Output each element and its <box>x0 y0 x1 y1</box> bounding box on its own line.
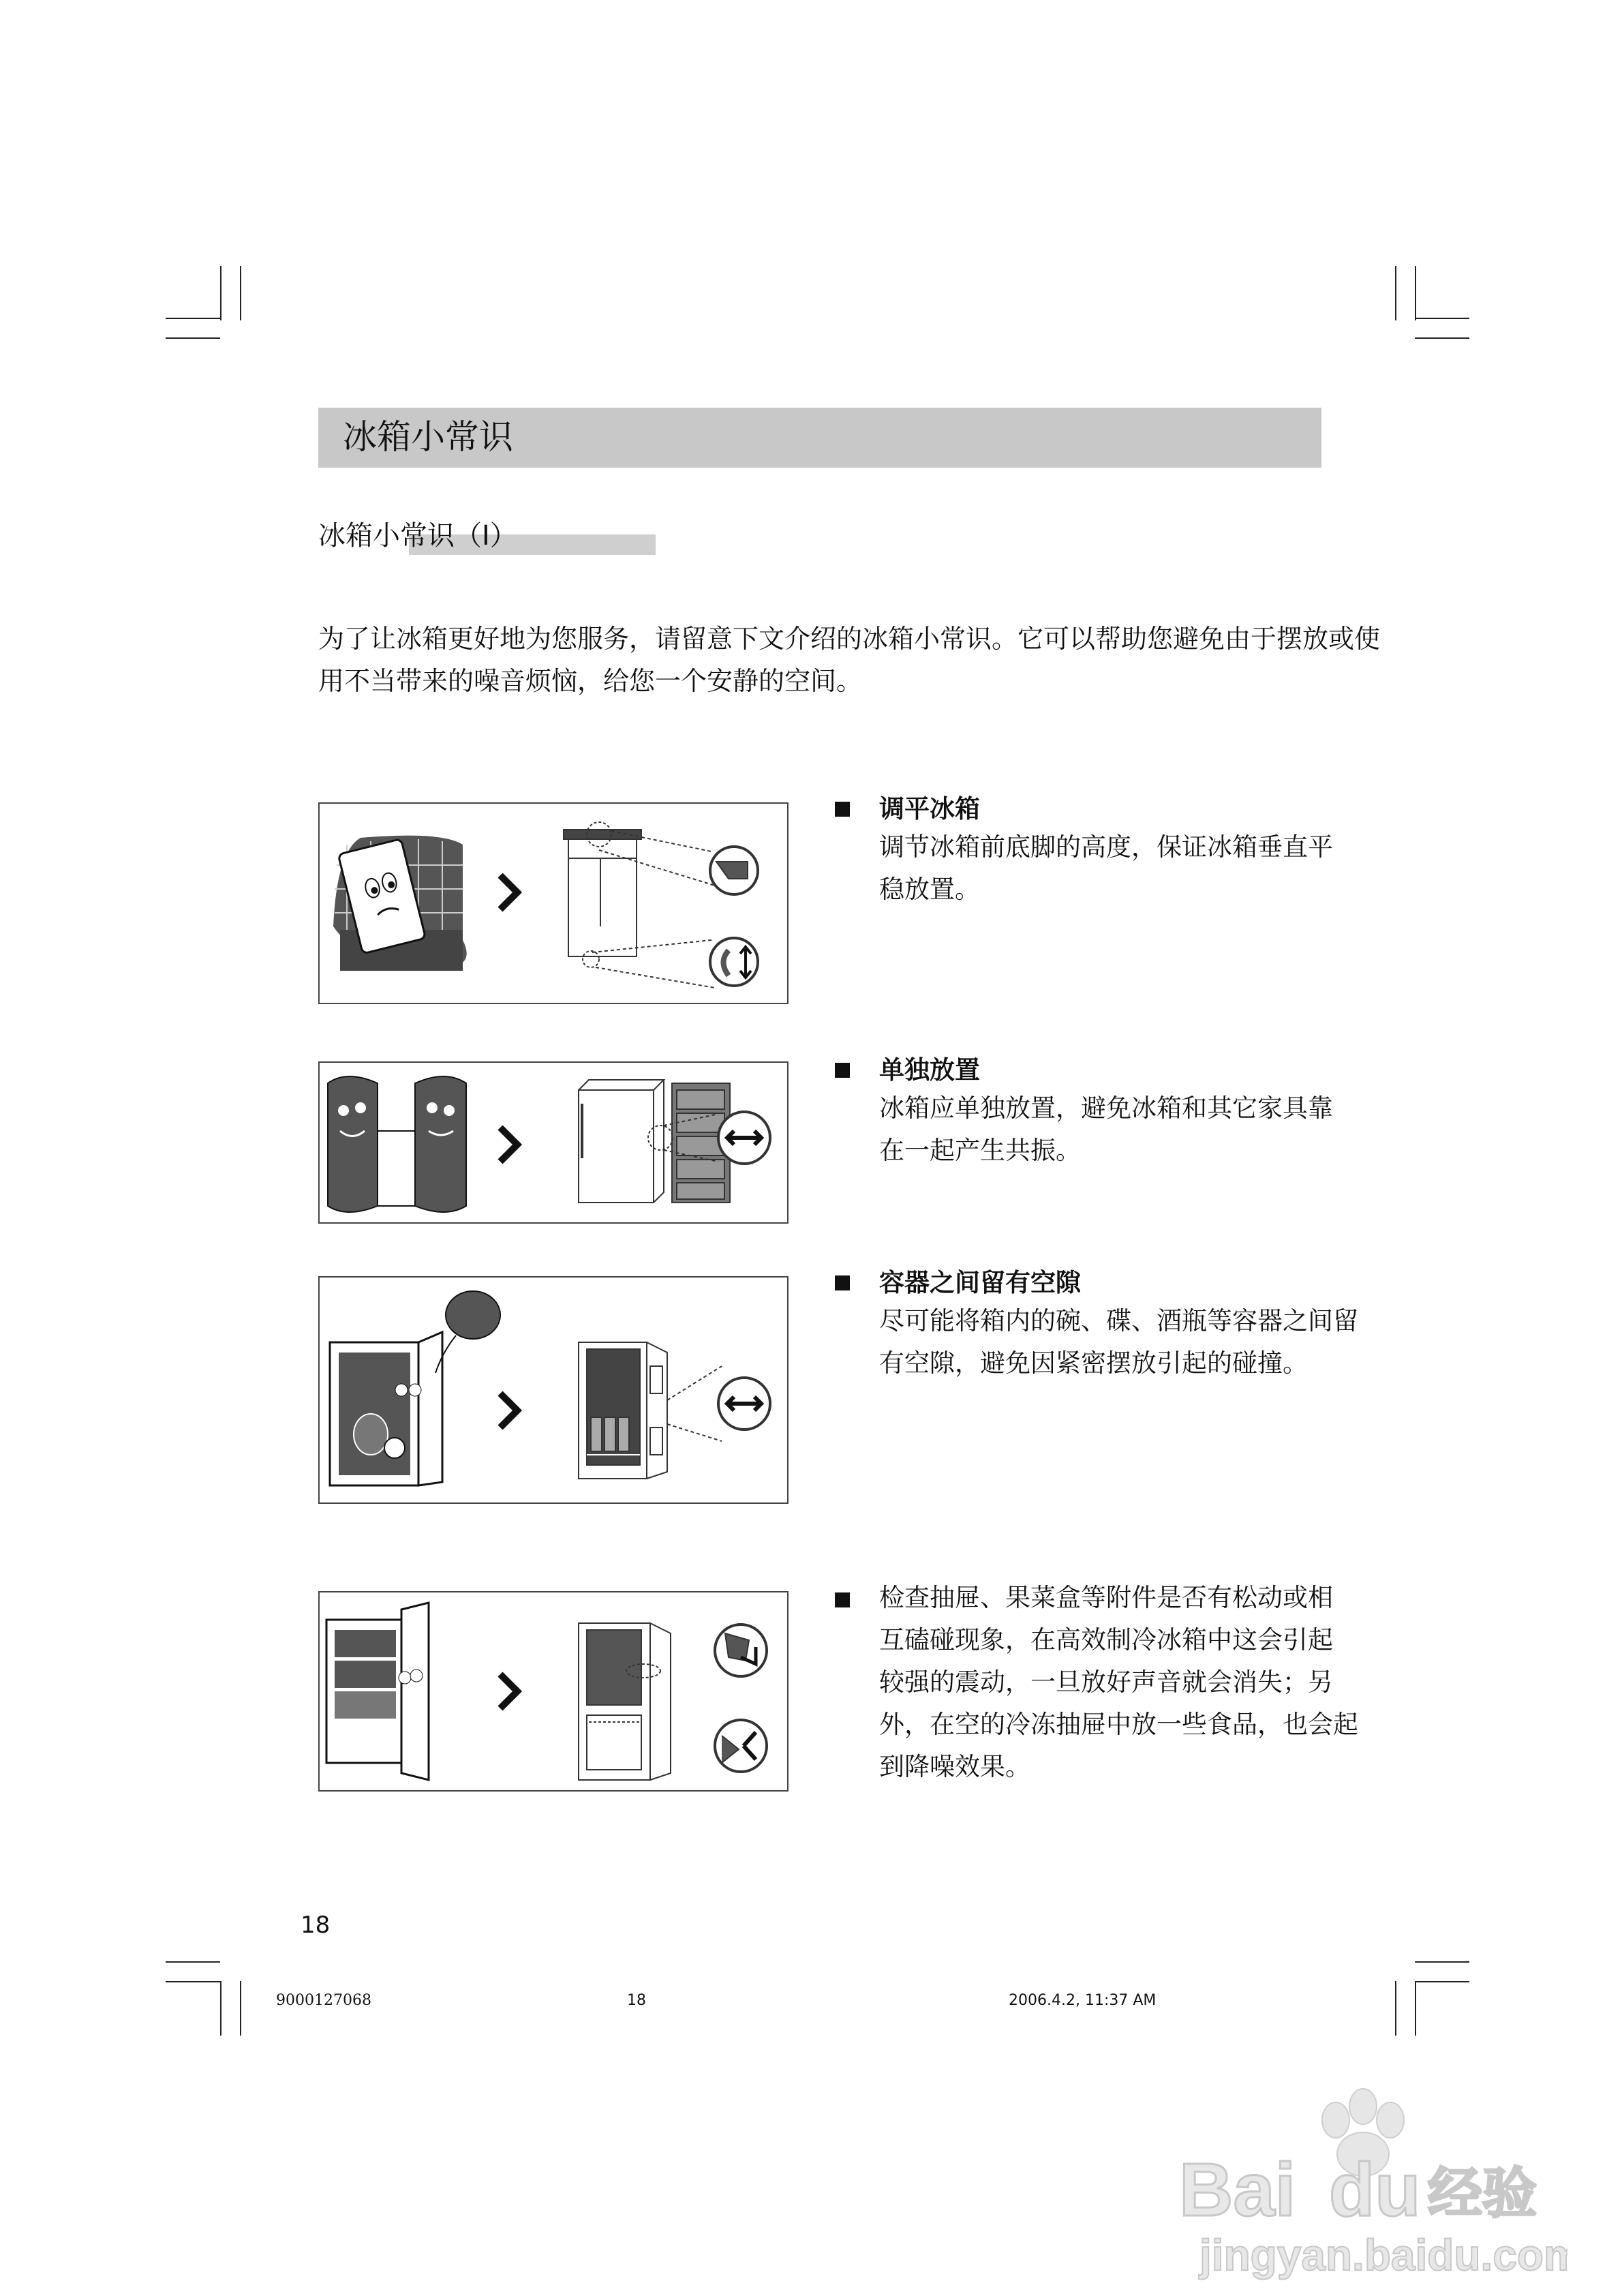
crop-mark <box>166 1981 220 1982</box>
tip-body <box>879 1300 1358 1385</box>
crop-mark <box>1415 266 1416 320</box>
baidu-watermark <box>1159 2079 1567 2284</box>
tip-body-line: 在一起产生共振。 <box>879 1136 1081 1165</box>
cartoon-open-fridge-drawers-icon <box>326 1603 429 1780</box>
crop-mark <box>166 1961 220 1963</box>
figure-container-gap <box>318 1276 789 1504</box>
arrow-icon <box>500 875 517 909</box>
arrow-icon <box>500 1674 517 1708</box>
fridge-leveling-diagram-icon <box>564 822 758 988</box>
tip-item <box>835 1266 1358 1389</box>
cartoon-fridges-apart-icon <box>328 1076 466 1212</box>
tip-body-line: 稳放置。 <box>879 875 980 904</box>
cartoon-open-fridge-balloon-icon <box>330 1291 500 1485</box>
crop-mark <box>1415 318 1469 319</box>
open-fridge-bottles-diagram-icon <box>579 1342 770 1479</box>
tip-body-line: 检查抽屉、果菜盒等附件是否有松动或相 <box>879 1583 1333 1612</box>
watermark-cn: 经验 <box>1428 2162 1537 2225</box>
tip-body <box>879 1087 1349 1172</box>
crop-mark <box>240 1981 241 2036</box>
crop-mark <box>240 266 241 320</box>
tip-title: 容器之间留有空隙 <box>879 1268 1081 1297</box>
tip-body-line: 有空隙，避免因紧密摆放引起的碰撞。 <box>879 1348 1308 1378</box>
tip-body-line: 外，在空的冷冻抽屉中放一些食品，也会起 <box>879 1710 1358 1739</box>
bullet-square-icon <box>835 802 850 817</box>
open-fridge-drawers-diagram-icon <box>579 1623 767 1780</box>
crop-mark <box>166 337 220 339</box>
crop-mark <box>1415 1981 1469 1982</box>
tip-body-line: 冰箱应单独放置，避免冰箱和其它家具靠 <box>879 1093 1333 1123</box>
watermark-url: jingyan.baidu.com <box>1199 2231 1567 2280</box>
tip-title: 单独放置 <box>879 1055 980 1085</box>
intro-line: 为了让冰箱更好地为您服务，请留意下文介绍的冰箱小常识。它可以帮助您避免由于摆放或使 <box>318 624 1381 654</box>
arrow-icon <box>500 1128 517 1162</box>
watermark-brand: Bai <box>1179 2148 1296 2232</box>
intro-line: 用不当带来的噪音烦恼，给您一个安静的空间。 <box>318 666 863 696</box>
tip-body-line: 尽可能将箱内的碗、碟、酒瓶等容器之间留 <box>879 1306 1358 1335</box>
crop-mark <box>220 1981 221 2036</box>
figure-separate <box>318 1061 789 1224</box>
tip-title: 调平冰箱 <box>879 794 980 824</box>
arrow-icon <box>500 1393 517 1428</box>
tip-body-line: 较强的震动，一旦放好声音就会消失；另 <box>879 1667 1333 1697</box>
bullet-square-icon <box>835 1275 850 1290</box>
tip-body-line: 到降噪效果。 <box>879 1752 1030 1781</box>
tip-item <box>835 1053 1353 1176</box>
figure-leveling <box>318 802 789 1004</box>
crop-mark <box>166 318 220 319</box>
page-title: 冰箱小常识 <box>343 417 513 457</box>
page-number: 18 <box>301 1912 331 1939</box>
tip-body-line: 互磕碰现象，在高效制冷冰箱中这会引起 <box>879 1625 1333 1655</box>
crop-mark <box>1395 266 1396 320</box>
tip-item <box>835 1577 1358 1795</box>
figure-drawer-check <box>318 1591 789 1792</box>
crop-mark <box>1415 1981 1416 2036</box>
tip-body <box>879 1577 1358 1788</box>
bullet-square-icon <box>835 1063 850 1078</box>
intro-paragraph <box>318 618 1381 702</box>
bullet-square-icon <box>835 1592 850 1607</box>
subtitle: 冰箱小常识（I） <box>318 520 517 552</box>
crop-mark <box>1395 1981 1396 2036</box>
fridge-separate-diagram-icon <box>579 1080 770 1203</box>
tip-body-line: 调节冰箱前底脚的高度，保证冰箱垂直平 <box>879 832 1333 862</box>
watermark-brand2: du <box>1329 2148 1421 2232</box>
tip-item <box>835 792 1353 915</box>
footer-page: 18 <box>627 1992 646 2009</box>
crop-mark <box>220 266 221 320</box>
crop-mark <box>1415 337 1469 339</box>
cartoon-fridge-leveling-icon <box>333 836 467 971</box>
tip-body <box>879 826 1349 911</box>
section-title-bar <box>318 408 1321 468</box>
footer-datetime: 2006.4.2, 11:37 AM <box>1009 1992 1157 2009</box>
footer-code: 9000127068 <box>276 1992 371 2009</box>
crop-mark <box>1415 1961 1469 1963</box>
